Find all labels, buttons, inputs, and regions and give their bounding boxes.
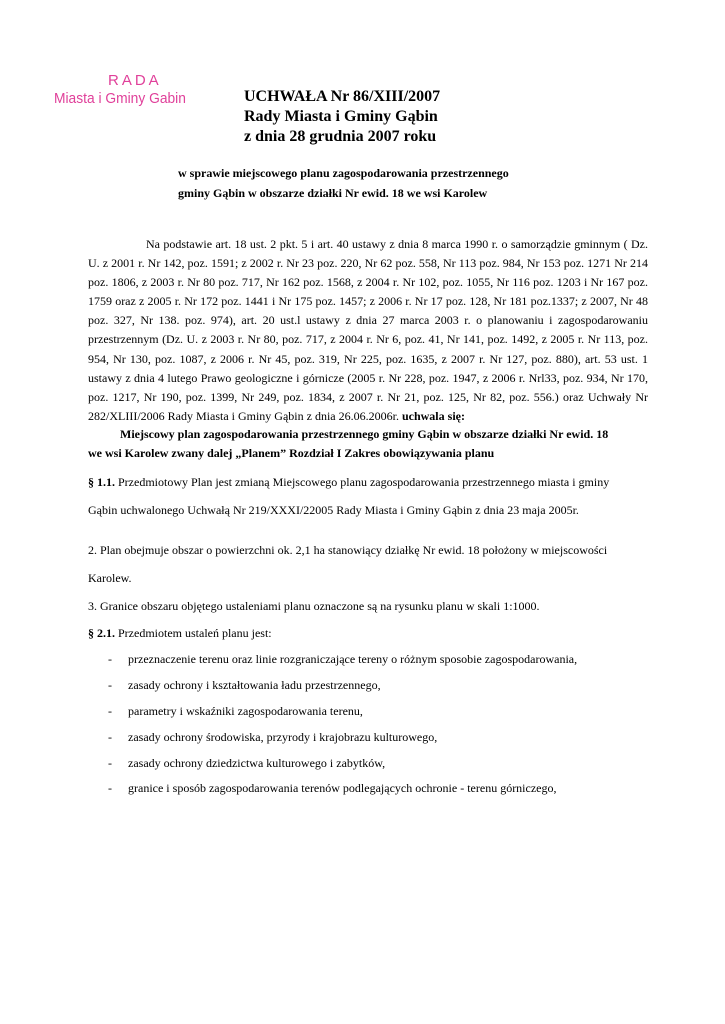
list-dash: - (108, 704, 112, 718)
list-dash: - (108, 652, 112, 666)
legal-basis-paragraph (88, 235, 648, 426)
list-dash: - (108, 781, 112, 795)
section-1-point-2-line-2: Karolew. (88, 571, 132, 585)
section-1-1-text-2: Gąbin uchwalonego Uchwałą Nr 219/XXXI/22005 Rady Miasta i Gminy Gąbin z dnia 23 maja 2005r. (88, 503, 579, 517)
list-item (108, 755, 385, 771)
list-dash: - (108, 678, 112, 692)
title-line-number: UCHWAŁA Nr 86/XIII/2007 (244, 88, 441, 105)
section-2-1-intro: Przedmiotem ustaleń planu jest: (118, 626, 272, 640)
list-dash: - (108, 756, 112, 770)
list-item-text: parametry i wskaźniki zagospodarowania terenu, (128, 704, 363, 718)
plan-heading (88, 425, 663, 463)
list-item (108, 703, 363, 719)
plan-heading-line-2: we wsi Karolew zwany dalej „Planem” Rozdział I Zakres obowiązywania planu (88, 446, 495, 460)
stamp-line-name: Miasta i Gminy Gabin (54, 90, 186, 107)
section-1-1-marker: § 1.1. (88, 475, 115, 489)
list-item-text: granice i sposób zagospodarowania terenów podlegających ochronie - terenu górniczego, (128, 781, 557, 795)
list-item-text: przeznaczenie terenu oraz linie rozgraniczające tereny o różnym sposobie zagospodarowania, (128, 652, 578, 666)
subject-line-1: w sprawie miejscowego planu zagospodarowania przestrzennego (178, 166, 509, 180)
section-1-point-2-line-1: 2. Plan obejmuje obszar o powierzchni ok. 2,1 ha stanowiący działkę Nr ewid. 18 położony w miejscowości (88, 543, 608, 557)
list-item-text: zasady ochrony dziedzictwa kulturowego i zabytków, (128, 756, 386, 770)
list-item (108, 651, 577, 667)
title-line-council: Rady Miasta i Gminy Gąbin (244, 108, 438, 125)
title-line-date: z dnia 28 grudnia 2007 roku (244, 128, 437, 145)
legal-basis-text: Na podstawie art. 18 ust. 2 pkt. 5 i art. 40 ustawy z dnia 8 marca 1990 r. o samorządzie gminnym ( Dz. U. z 2001 r. Nr 142, poz. 1591; z 2002 r. Nr 23 poz. 220, Nr 62 poz. 558, Nr 113 poz. 984, Nr 153 poz. 1271 Nr 214 poz. 1806, z 2003 r. Nr 80 poz. 717, Nr 162 poz. 1568, z 2004 r. Nr 102, poz. 1055, Nr 116 poz. 1203 i Nr 167 poz. 1759 oraz z 2005 r. Nr 172 poz. 1441 i Nr 175 poz. 1457; z 2006 r. Nr 17 poz. 128, Nr 181 poz.1337; z 2007, Nr 48 poz. 327, Nr 138. poz. 974), art. 20 ust.l ustawy z dnia 27 marca 2003 r. o planowaniu i zagospodarowaniu przestrzennym (Dz. U. z 2003 r. Nr 80, poz. 717, z 2004 r. Nr 6, poz. 41, Nr 141, poz. 1492, z 2005 r. Nr 113, poz. 954, Nr 130, poz. 1087, z 2006 r. Nr 45, poz. 319, Nr 225, poz. 1635, z 2007 r. Nr 127, poz. 880), art. 53 ust. 1 ustawy z dnia 4 lutego Prawo geologiczne i górnicze (2005 r. Nr 228, poz. 1947, z 2006 r. Nrl33, poz. 934, Nr 170, poz. 1217, Nr 190, poz. 1399, Nr 249, poz. 1834, z 2007 r. Nr 21, poz. 125, Nr 82, poz. 556.) oraz Uchwały Nr 282/XLIII/2006 Rady Miasta i Gminy Gąbin z dnia 26.06.2006r. (88, 237, 648, 423)
list-item (108, 780, 557, 796)
list-item (108, 677, 381, 693)
section-1-1-text-1: Przedmiotowy Plan jest zmianą Miejscowego planu zagospodarowania przestrzennego miasta i gminy (118, 475, 610, 489)
plan-heading-line-1: Miejscowy plan zagospodarowania przestrzennego gminy Gąbin w obszarze działki Nr ewid. 18 (120, 427, 609, 441)
stamp-line-rada: RADA (108, 72, 162, 89)
list-dash: - (108, 730, 112, 744)
resolution-title (244, 87, 440, 147)
resolution-subject (178, 163, 509, 203)
section-1-point-3: 3. Granice obszaru objętego ustaleniami planu oznaczone są na rysunku planu w skali 1:1000. (88, 599, 540, 613)
section-2-1 (88, 625, 272, 641)
list-item-text: zasady ochrony i kształtowania ładu przestrzennego, (128, 678, 381, 692)
section-1-1 (88, 474, 609, 490)
list-item-text: zasady ochrony środowiska, przyrody i krajobrazu kulturowego, (128, 730, 438, 744)
list-item (108, 729, 437, 745)
legal-basis-resolves: uchwala się: (401, 408, 465, 423)
subject-line-2: gminy Gąbin w obszarze działki Nr ewid. 18 we wsi Karolew (178, 186, 488, 200)
section-2-1-marker: § 2.1. (88, 626, 115, 640)
